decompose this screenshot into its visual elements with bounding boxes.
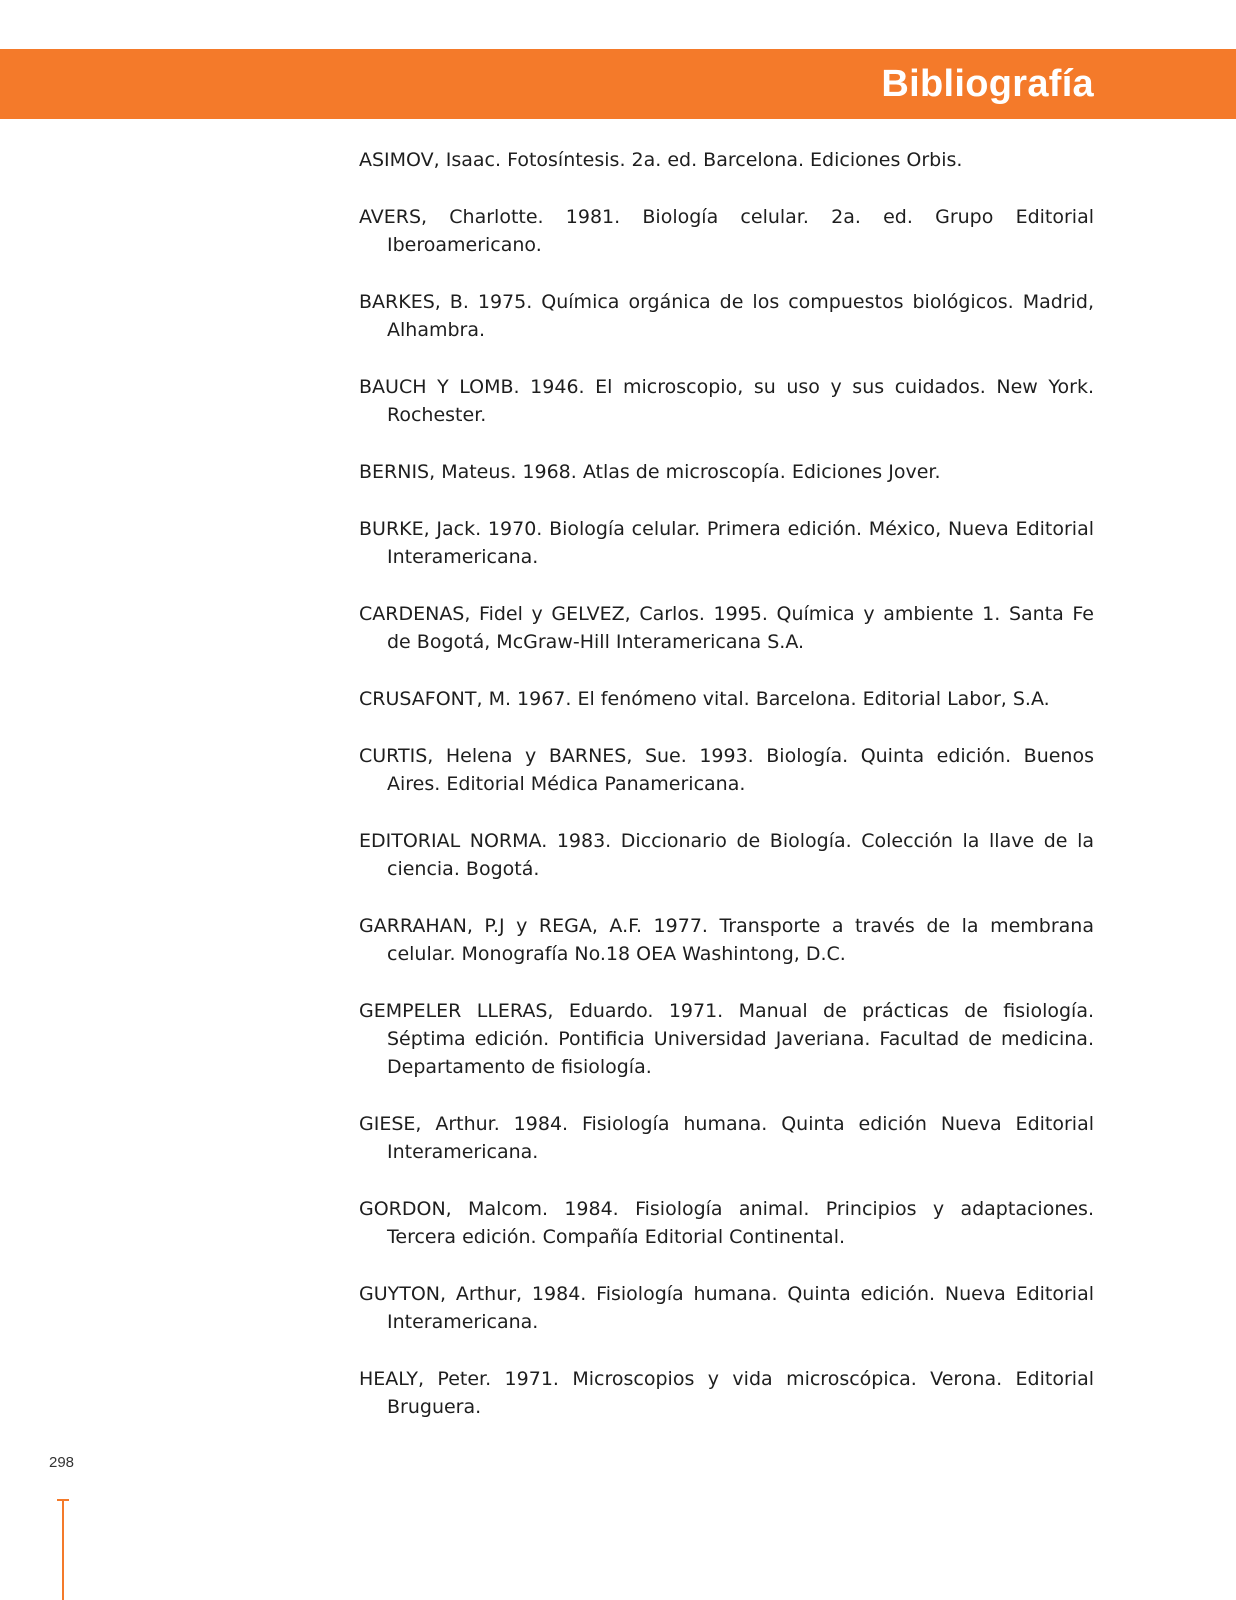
bibliography-list bbox=[359, 146, 1094, 1450]
margin-rule bbox=[62, 1500, 64, 1600]
reference-entry: BAUCH Y LOMB. 1946. El microscopio, su uso y sus cuidados. New York. Rochester. bbox=[359, 376, 1094, 426]
reference-entry: ASIMOV, Isaac. Fotosíntesis. 2a. ed. Barcelona. Ediciones Orbis. bbox=[359, 149, 963, 171]
reference-entry: CRUSAFONT, M. 1967. El fenómeno vital. Barcelona. Editorial Labor, S.A. bbox=[359, 688, 1050, 710]
reference-entry: GIESE, Arthur. 1984. Fisiología humana. Quinta edición Nueva Editorial Interamericana. bbox=[359, 1113, 1094, 1163]
reference-entry: GARRAHAN, P.J y REGA, A.F. 1977. Transporte a través de la membrana celular. Monografía No.18 OEA Washintong, D.C. bbox=[359, 915, 1094, 965]
reference-entry: GUYTON, Arthur, 1984. Fisiología humana. Quinta edición. Nueva Editorial Interamericana. bbox=[359, 1283, 1094, 1333]
reference-entry: BURKE, Jack. 1970. Biología celular. Primera edición. México, Nueva Editorial Interamericana. bbox=[359, 518, 1094, 568]
reference-entry: EDITORIAL NORMA. 1983. Diccionario de Biología. Colección la llave de la ciencia. Bogotá. bbox=[359, 830, 1094, 880]
reference-entry: GEMPELER LLERAS, Eduardo. 1971. Manual de prácticas de fisiología. Séptima edición. Pontificia Universidad Javeriana. Facultad de medicina. Departamento de fisiología. bbox=[359, 1000, 1094, 1078]
page-title: Bibliografía bbox=[881, 63, 1094, 105]
reference-entry: HEALY, Peter. 1971. Microscopios y vida microscópica. Verona. Editorial Bruguera. bbox=[359, 1368, 1094, 1418]
reference-entry: BARKES, B. 1975. Química orgánica de los compuestos biológicos. Madrid, Alhambra. bbox=[359, 291, 1094, 341]
reference-entry: AVERS, Charlotte. 1981. Biología celular. 2a. ed. Grupo Editorial Iberoamericano. bbox=[359, 206, 1094, 256]
reference-entry: CURTIS, Helena y BARNES, Sue. 1993. Biología. Quinta edición. Buenos Aires. Editorial Médica Panamericana. bbox=[359, 745, 1094, 795]
page-number: 298 bbox=[49, 1454, 75, 1471]
reference-entry: GORDON, Malcom. 1984. Fisiología animal. Principios y adaptaciones. Tercera edición. Compañía Editorial Continental. bbox=[359, 1198, 1094, 1248]
reference-entry: CARDENAS, Fidel y GELVEZ, Carlos. 1995. Química y ambiente 1. Santa Fe de Bogotá, McGraw-Hill Interamericana S.A. bbox=[359, 603, 1094, 653]
reference-entry: BERNIS, Mateus. 1968. Atlas de microscopía. Ediciones Jover. bbox=[359, 461, 941, 483]
